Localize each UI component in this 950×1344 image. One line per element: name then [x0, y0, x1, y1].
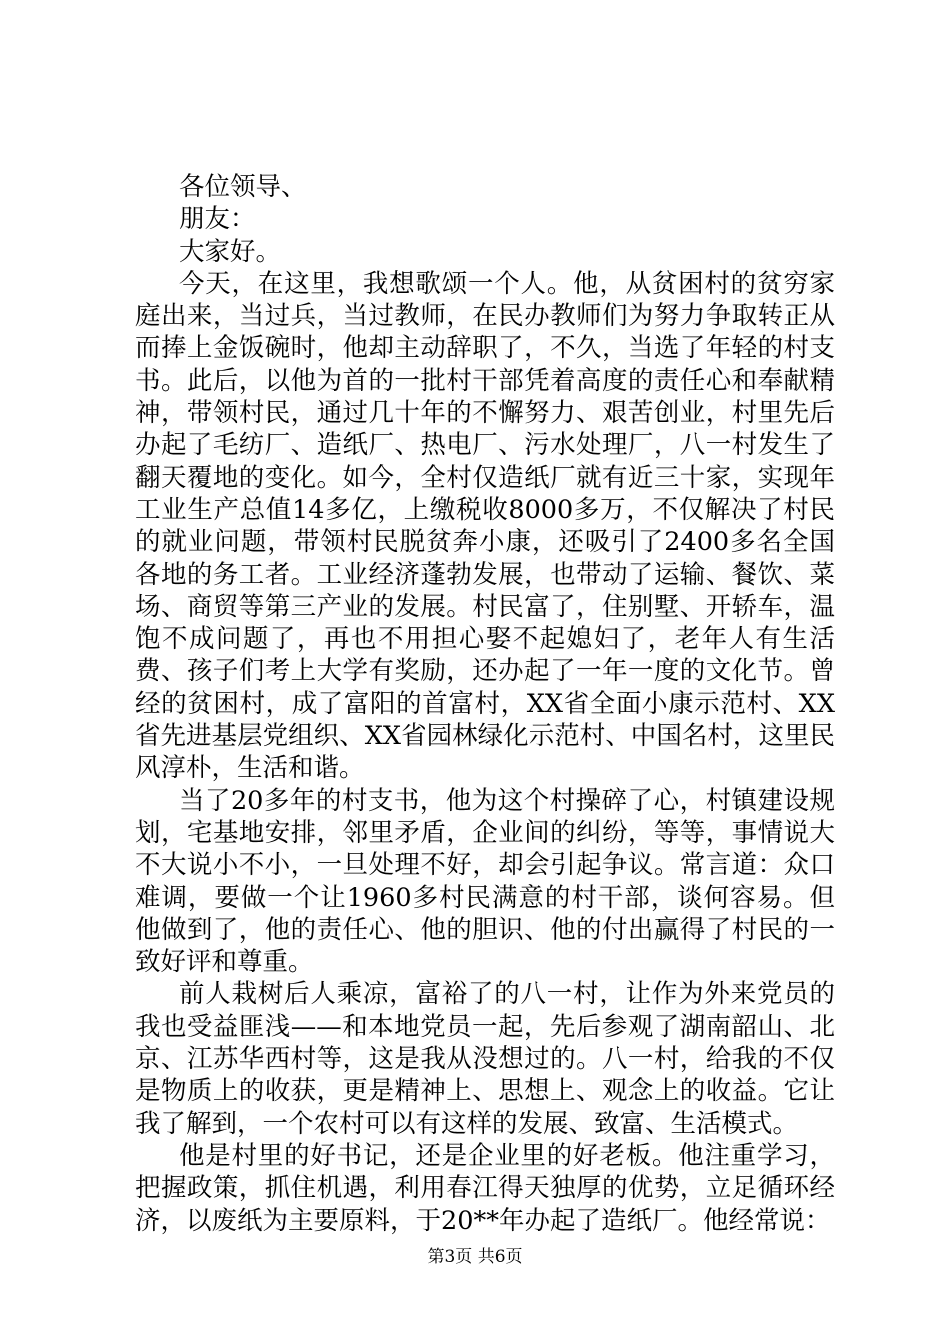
document-body: [135, 171, 835, 1237]
paragraph-2: 当了20多年的村支书，他为这个村操碎了心，村镇建设规划，宅基地安排，邻里矛盾，企业间的纠纷，等等，事情说大不大说小不小，一旦处理不好，却会引起争议。常言道：众口难调，要做一个让1960多村民满意的村干部，谈何容易。但他做到了，他的责任心、他的胆识、他的付出赢得了村民的一致好评和尊重。: [135, 785, 835, 978]
salutation-line-2: 朋友：: [179, 204, 256, 235]
greeting-line: 大家好。: [179, 236, 282, 267]
page-footer: 第3页 共6页: [427, 1247, 523, 1267]
salutation-line-1: 各位领导、: [179, 172, 307, 202]
paragraph-4: 他是村里的好书记，还是企业里的好老板。他注重学习，把握政策，抓住机遇，利用春江得天独厚的优势，立足循环经济，以废纸为主要原料，于20**年办起了造纸厂。他经常说：: [135, 1140, 835, 1236]
paragraph-3: 前人栽树后人乘凉，富裕了的八一村，让作为外来党员的我也受益匪浅——和本地党员一起，先后参观了湖南韶山、北京、江苏华西村等，这是我从没想过的。八一村，给我的不仅是物质上的收获，更是精神上、思想上、观念上的收益。它让我了解到，一个农村可以有这样的发展、致富、生活模式。: [135, 979, 835, 1139]
paragraph-1: 今天，在这里，我想歌颂一个人。他，从贫困村的贫穷家庭出来，当过兵，当过教师，在民办教师们为努力争取转正从而捧上金饭碗时，他却主动辞职了，不久，当选了年轻的村支书。此后，以他为首的一批村干部凭着高度的责任心和奉献精神，带领村民，通过几十年的不懈努力、艰苦创业，村里先后办起了毛纺厂、造纸厂、热电厂、污水处理厂，八一村发生了翻天覆地的变化。如今，全村仅造纸厂就有近三十家，实现年工业生产总值14多亿，上缴税收8000多万，不仅解决了村民的就业问题，带领村民脱贫奔小康，还吸引了2400多名全国各地的务工者。工业经济蓬勃发展，也带动了运输、餐饮、菜场、商贸等第三产业的发展。村民富了，住别墅、开轿车，温饱不成问题了，再也不用担心娶不起媳妇了，老年人有生活费、孩子们考上大学有奖励，还办起了一年一度的文化节。曾经的贫困村，成了富阳的首富村，XX省全面小康示范村、XX省先进基层党组织、XX省园林绿化示范村、中国名村，这里民风淳朴，生活和谐。: [135, 268, 835, 784]
